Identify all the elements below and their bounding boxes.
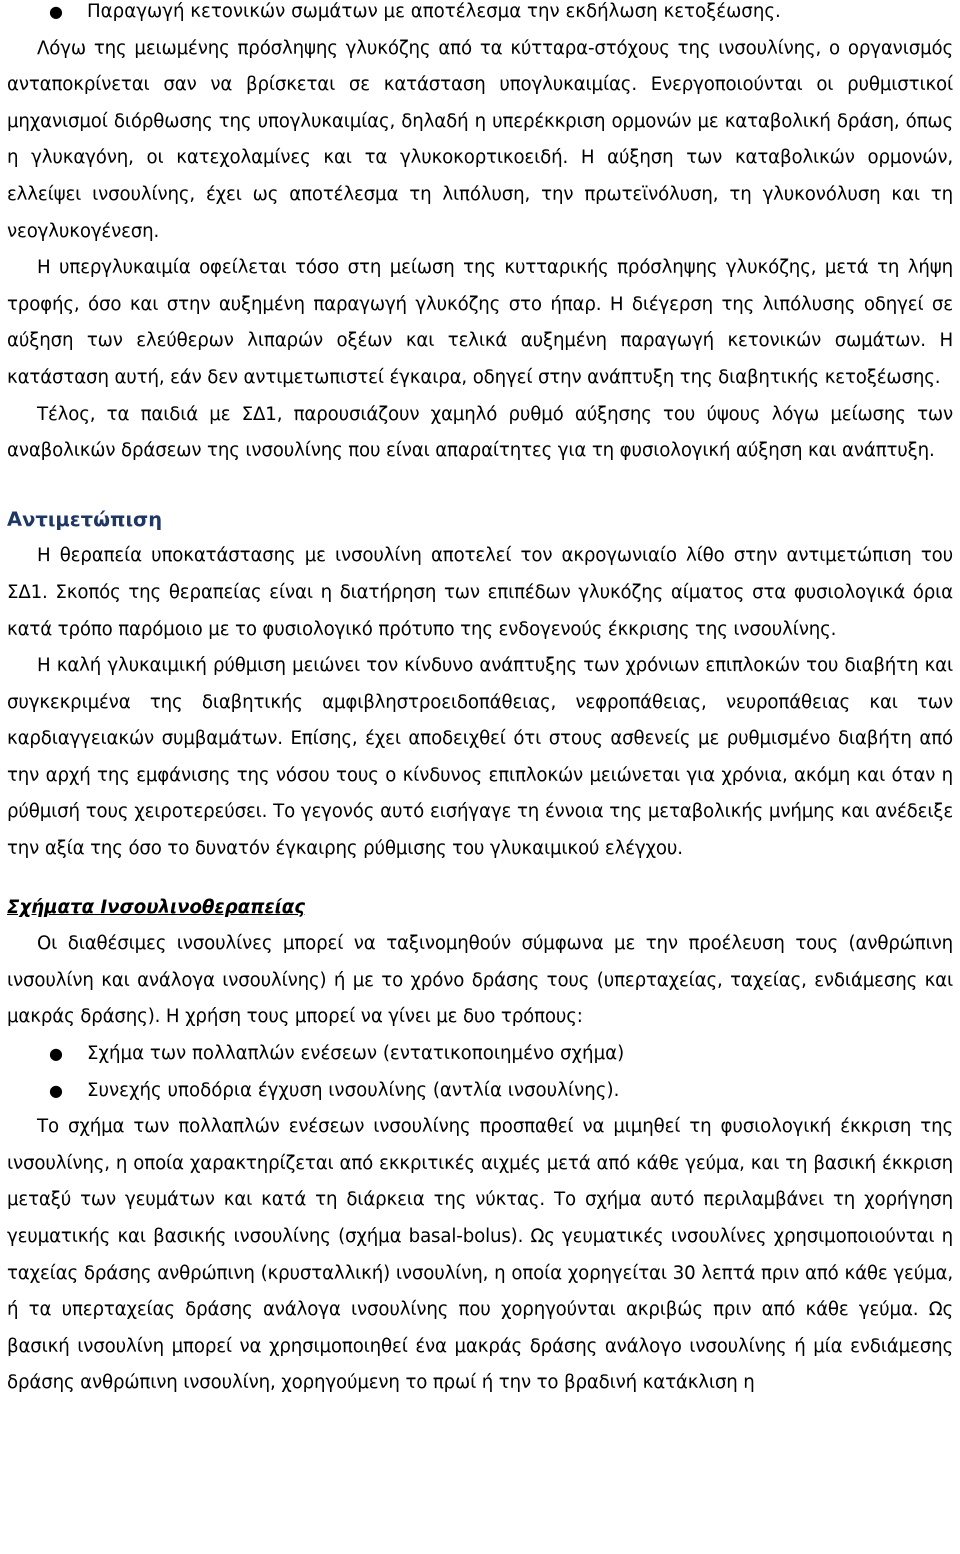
bullet-text: Παραγωγή κετονικών σωμάτων με αποτέλεσμα την εκδήλωση κετοξέωσης. xyxy=(87,1,781,22)
list-item xyxy=(7,1036,953,1073)
paragraph: Η καλή γλυκαιμική ρύθμιση μειώνει τον κίνδυνο ανάπτυξης των χρόνιων επιπλοκών του διαβήτη και συγκεκριμένα της διαβητικής αμφιβληστροειδοπάθειας, νεφροπάθειας, νευροπάθειας και των καρδιαγγειακών συμβαμάτων. Επίσης, έχει αποδειχθεί ότι στους ασθενείς με ρυθμισμένο διαβήτη από την αρχή της εμφάνισης της νόσου τους ο κίνδυνος επιπλοκών μειώνεται για χρόνια, ακόμη και όταν η ρύθμισή τους χειροτερεύσει. Το γεγονός αυτό εισήγαγε τη έννοια της μεταβολικής μνήμης και ανέδειξε την αξία της όσο το δυνατόν έγκαιρης ρύθμισης του γλυκαιμικού ελέγχου. xyxy=(7,655,953,860)
bullet-text: Σχήμα των πολλαπλών ενέσεων (εντατικοποιημένο σχήμα) xyxy=(87,1043,625,1065)
subsection-heading: Σχήματα Ινσουλινοθεραπείας xyxy=(7,896,305,918)
list-item xyxy=(7,1073,953,1110)
bullet-icon: ● xyxy=(49,1080,63,1100)
paragraph: Το σχήμα των πολλαπλών ενέσεων ινσουλίνης προσπαθεί να μιμηθεί τη φυσιολογική έκκριση της ινσουλίνης, η οποία χαρακτηρίζεται από εκκριτικές αιχμές μετά από κάθε γεύμα, και τη βασική έκκριση μεταξύ των γευμάτων και κατά τη διάρκεια της νύκτας. Το σχήμα αυτό περιλαμβάνει τη χορήγηση γευματικής και βασικής ινσουλίνης (σχήμα basal-bolus). Ως γευματικές ινσουλίνες χρησιμοποιούνται η ταχείας δράσης ανθρώπινη (κρυσταλλική) ινσουλίνη, η οποία χορηγείται 30 λεπτά πριν από κάθε γεύμα, ή τα υπερταχείας δράσης ανάλογα ινσουλίνης που χορηγούνται ακριβώς πριν από κάθε γεύμα. Ως βασική ινσουλίνη μπορεί να χρησιμοποιηθεί ένα μακράς δράσης ανάλογο ινσουλίνης ή μία ενδιάμεσης δράσης ανθρώπινη ινσουλίνη, χορηγούμενη το πρωί ή την το βραδινή κατάκλιση η xyxy=(7,1116,953,1394)
bullet-icon: ● xyxy=(49,1044,63,1064)
paragraph: Λόγω της μειωμένης πρόσληψης γλυκόζης από τα κύτταρα-στόχους της ινσουλίνης, ο οργανισμός ανταποκρίνεται σαν να βρίσκεται σε κατάσταση υπογλυκαιμίας. Ενεργοποιούνται οι ρυθμιστικοί μηχανισμοί διόρθωσης της υπογλυκαιμίας, δηλαδή η υπερέκκριση ορμονών με καταβολική δράση, όπως η γλυκαγόνη, οι κατεχολαμίνες και τα γλυκοκορτικοειδή. Η αύξηση των καταβολικών ορμονών, ελλείψει ινσουλίνης, έχει ως αποτέλεσμα τη λιπόλυση, την πρωτεϊνόλυση, τη γλυκονόλυση και τη νεογλυκογένεση. xyxy=(7,37,953,242)
bullet-icon: ● xyxy=(49,2,63,21)
paragraph: Η υπεργλυκαιμία οφείλεται τόσο στη μείωση της κυτταρικής πρόσληψης γλυκόζης, μετά τη λήψη τροφής, όσο και στην αυξημένη παραγωγή γλυκόζης στο ήπαρ. Η διέγερση της λιπόλυσης οδηγεί σε αύξηση των ελεύθερων λιπαρών οξέων και τελικά αυξημένη παραγωγή κετονικών σωμάτων. Η κατάσταση αυτή, εάν δεν αντιμετωπιστεί έγκαιρα, οδηγεί στην ανάπτυξη της διαβητικής κετοξέωσης. xyxy=(7,257,953,388)
section-heading: Αντιμετώπιση xyxy=(7,507,163,531)
list-item xyxy=(7,0,953,31)
paragraph: Οι διαθέσιμες ινσουλίνες μπορεί να ταξινομηθούν σύμφωνα με την προέλευση τους (ανθρώπινη ινσουλίνη και ανάλογα ινσουλίνης) ή με το χρόνο δράσης τους (υπερταχείας, ταχείας, ενδιάμεσης και μακράς δράσης). Η χρήση τους μπορεί να γίνει με δυο τρόπους: xyxy=(7,933,953,1028)
bullet-text: Συνεχής υποδόρια έγχυση ινσουλίνης (αντλία ινσουλίνης). xyxy=(87,1079,620,1101)
paragraph: Τέλος, τα παιδιά με ΣΔ1, παρουσιάζουν χαμηλό ρυθμό αύξησης του ύψους λόγω μείωσης των αναβολικών δράσεων της ινσουλίνης που είναι απαραίτητες για τη φυσιολογική αύξηση και ανάπτυξη. xyxy=(7,403,953,462)
paragraph: Η θεραπεία υποκατάστασης με ινσουλίνη αποτελεί τον ακρογωνιαίο λίθο στην αντιμετώπιση του ΣΔ1. Σκοπός της θεραπείας είναι η διατήρηση των επιπέδων γλυκόζης αίματος στα φυσιολογικά όρια κατά τρόπο παρόμοιο με το φυσιολογικό πρότυπο της ενδογενούς έκκρισης της ινσουλίνης. xyxy=(7,545,953,640)
